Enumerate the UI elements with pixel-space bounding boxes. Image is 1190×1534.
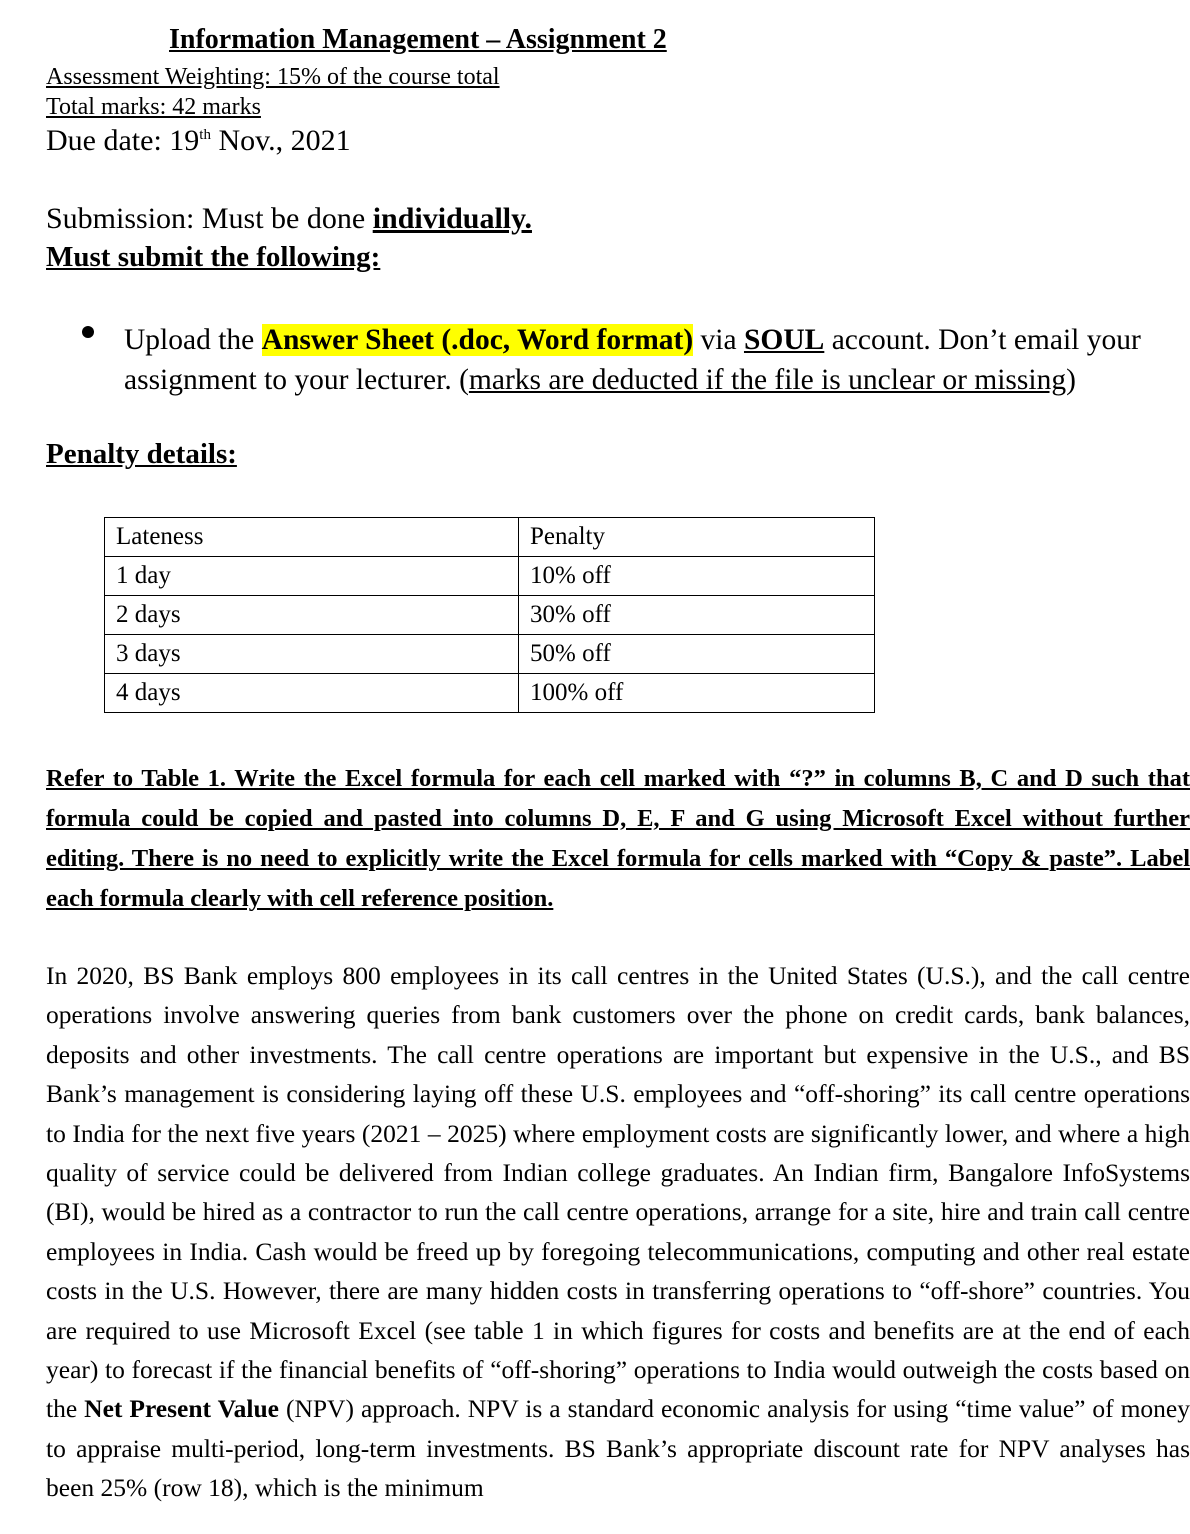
upload-text-2: via: [693, 324, 744, 356]
penalty-cell: 10% off: [519, 557, 875, 596]
soul-link: SOUL: [743, 324, 825, 356]
due-date-prefix: Due date: 19: [46, 124, 200, 157]
total-marks: Total marks: 42 marks: [46, 94, 261, 120]
table-row: [105, 635, 875, 674]
submission-line: [46, 202, 532, 236]
upload-text-4: ): [1066, 364, 1076, 396]
paragraph-text-2: (NPV) approach. NPV is a standard economic analysis for using “time value” of money to appraise multi-period, long-term investments. BS Bank’s appropriate discount rate for NPV analyses has been 25% (row 18), which is the minimum: [46, 1394, 1190, 1503]
submission-emphasis: individually.: [372, 202, 532, 235]
excel-instructions: Refer to Table 1. Write the Excel formula for each cell marked with “?” in columns B, C and D such that formula could be copied and pasted into columns D, E, F and G using Microsoft Excel without further editing. There is no need to explicitly write the Excel formula for cells marked with “Copy & paste”. Label each formula clearly with cell reference position.: [46, 765, 1190, 912]
submission-prefix: Submission: Must be done: [46, 202, 373, 235]
due-date-suffix: Nov., 2021: [210, 124, 351, 157]
header-lateness: Lateness: [105, 518, 519, 557]
table-row: [105, 674, 875, 713]
case-paragraph: [46, 956, 1190, 1508]
assessment-weighting: Assessment Weighting: 15% of the course total: [46, 64, 500, 90]
document-title: Information Management – Assignment 2: [169, 24, 667, 55]
must-submit-heading: Must submit the following:: [46, 241, 381, 273]
upload-text-3: account. Don’t email your assignment to your lecturer. (: [124, 324, 1141, 396]
header-penalty: Penalty: [519, 518, 875, 557]
penalty-cell: 100% off: [519, 674, 875, 713]
due-date-ordinal: th: [199, 127, 211, 143]
penalty-cell: 30% off: [519, 596, 875, 635]
bullet-icon: [82, 326, 94, 338]
deduction-note: marks are deducted if the file is unclear or missing: [468, 364, 1067, 396]
answer-sheet-highlight: Answer Sheet (.doc, Word format): [261, 324, 694, 356]
npv-term: Net Present Value: [84, 1394, 279, 1424]
lateness-cell: 1 day: [105, 557, 519, 596]
penalty-cell: 50% off: [519, 635, 875, 674]
penalty-table: [104, 517, 875, 713]
lateness-cell: 3 days: [105, 635, 519, 674]
table-row: [105, 557, 875, 596]
paragraph-text-1: In 2020, BS Bank employs 800 employees in its call centres in the United States (U.S.), and the call centre operations involve answering queries from bank customers over the phone on credit cards, bank balances, deposits and other investments. The call centre operations are important but expensive in the U.S., and BS Bank’s management is considering laying off these U.S. employees and “off-shoring” its call centre operations to India for the next five years (2021 – 2025) where employment costs are significantly lower, and where a high quality of service could be delivered from Indian college graduates. An Indian firm, Bangalore InfoSystems (BI), would be hired as a contractor to run the call centre operations, arrange for a site, hire and train call centre employees in India. Cash would be freed up by foregoing telecommunications, computing and other real estate costs in the U.S. However, there are many hidden costs in transferring operations to “off-shore” countries. You are required to use Microsoft Excel (see table 1 in which figures for costs and benefits are at the end of each year) to forecast if the financial benefits of “off-shoring” operations to India would outweigh the costs based on the: [46, 961, 1190, 1424]
table-row: [105, 596, 875, 635]
due-date: [46, 124, 351, 158]
upload-instruction: [124, 320, 1190, 400]
lateness-cell: 2 days: [105, 596, 519, 635]
upload-text-1: Upload the: [124, 324, 262, 356]
penalty-heading: Penalty details:: [46, 438, 237, 470]
table-header-row: [105, 518, 875, 557]
lateness-cell: 4 days: [105, 674, 519, 713]
